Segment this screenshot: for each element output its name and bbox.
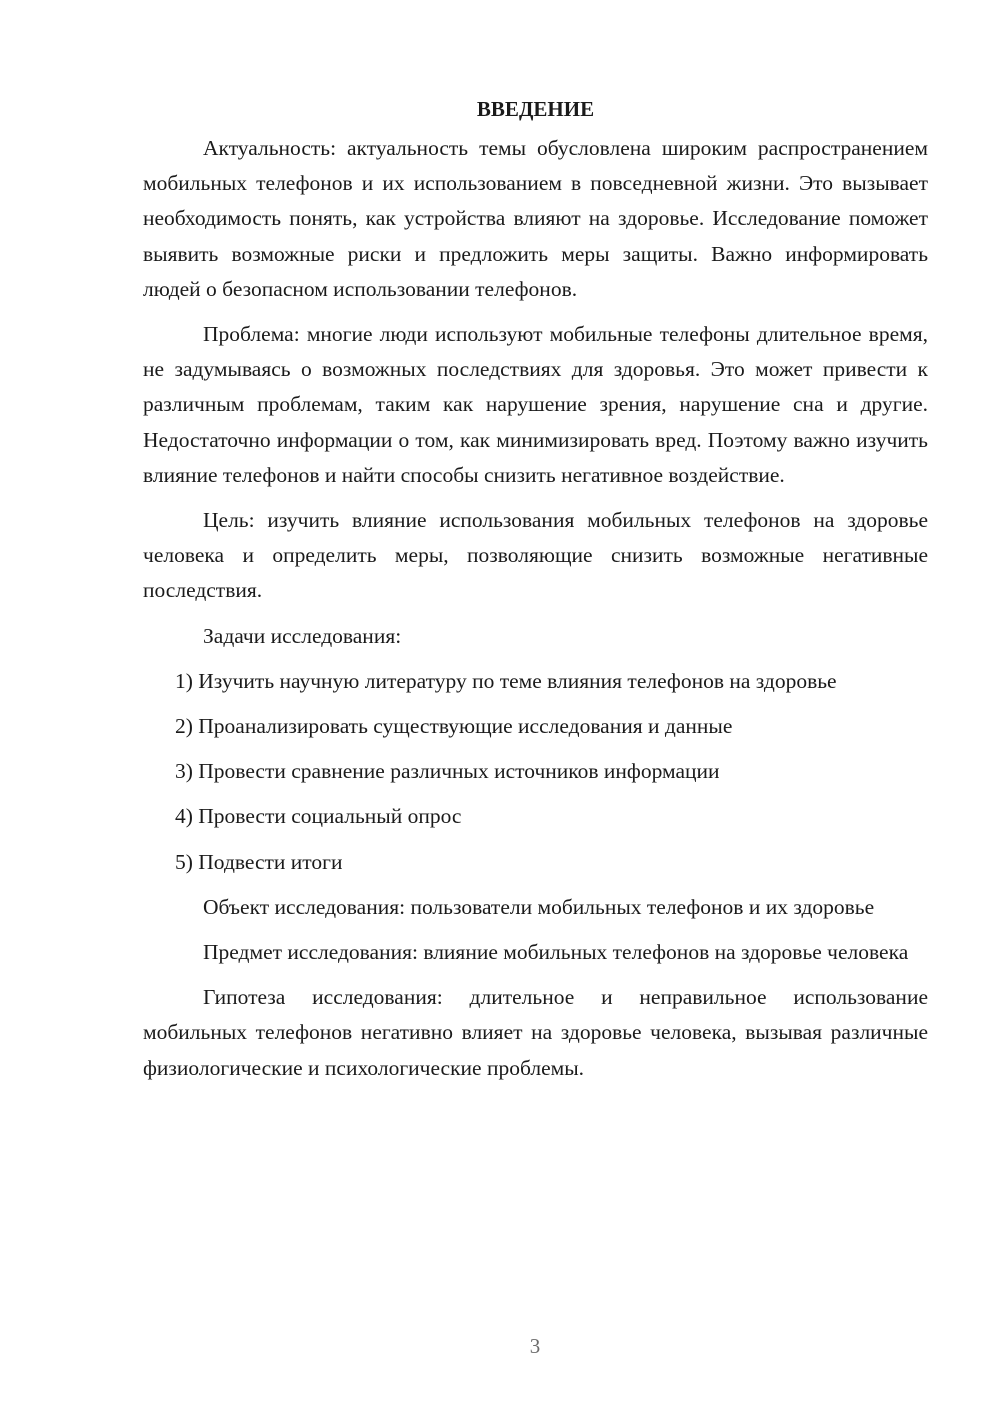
page-content (143, 92, 928, 1096)
task-item-1: 1) Изучить научную литературу по теме влияния телефонов на здоровье (175, 668, 837, 693)
task-item-5: 5) Подвести итоги (175, 849, 343, 874)
paragraph-relevance: Актуальность: актуальность темы обусловлена широким распространением мобильных телефонов и их использованием в повседневной жизни. Это вызывает необходимость понять, как устройства влияют на здоровье. Исследование поможет выявить возможные риски и предложить меры защиты. Важно информировать людей о безопасном использовании телефонов. (143, 136, 928, 301)
paragraph-problem: Проблема: многие люди используют мобильные телефоны длительное время, не задумываясь о возможных последствиях для здоровья. Это может привести к различным проблемам, таким как нарушение зрения, нарушение сна и другие. Недостаточно информации о том, как минимизировать вред. Поэтому важно изучить влияние телефонов и найти способы снизить негативное воздействие. (143, 322, 928, 487)
paragraph-subject: Предмет исследования: влияние мобильных телефонов на здоровье человека (203, 940, 909, 965)
paragraph-object: Объект исследования: пользователи мобильных телефонов и их здоровье (203, 894, 875, 919)
paragraph-goal: Цель: изучить влияние использования мобильных телефонов на здоровье человека и определить меры, позволяющие снизить возможные негативные последствия. (143, 508, 928, 603)
paragraph-hypothesis: Гипотеза исследования: длительное и неправильное использование мобильных телефонов негативно влияет на здоровье человека, вызывая различные физиологические и психологические проблемы. (143, 985, 928, 1080)
task-item-2: 2) Проанализировать существующие исследования и данные (175, 714, 733, 739)
section-title: ВВЕДЕНИЕ (476, 97, 595, 121)
task-item-3: 3) Провести сравнение различных источников информации (175, 759, 720, 784)
tasks-heading: Задачи исследования: (203, 623, 402, 648)
page-number: 3 (529, 1334, 541, 1358)
task-item-4: 4) Провести социальный опрос (175, 804, 462, 829)
